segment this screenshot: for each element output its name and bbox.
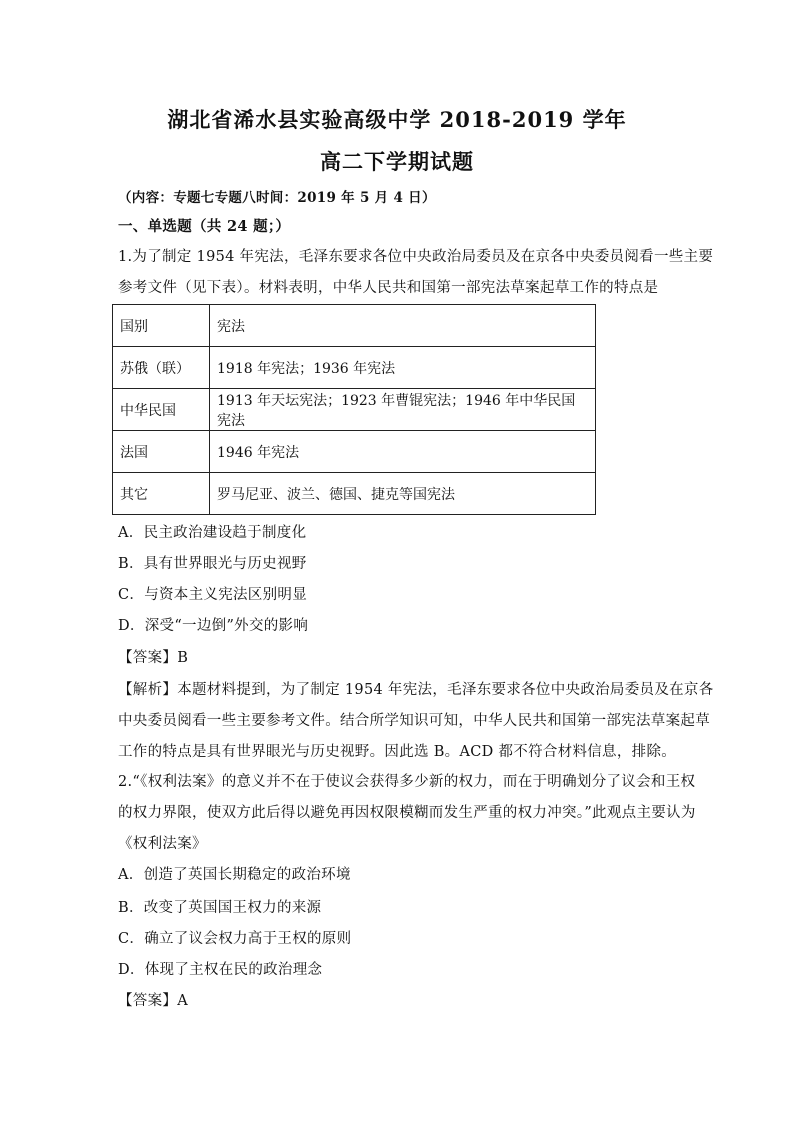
table-cell-country: 中华民国 [113, 389, 210, 431]
q2-option-b: B．改变了英国国王权力的来源 [118, 900, 322, 916]
table-cell-constitution: 罗马尼亚、波兰、德国、捷克等国宪法 [210, 473, 596, 515]
table-cell-country: 法国 [113, 431, 210, 473]
q2-option-c: C．确立了议会权力高于王权的原则 [118, 931, 352, 947]
q2-option-d: D．体现了主权在民的政治理念 [118, 962, 323, 978]
q1-option-a: A．民主政治建设趋于制度化 [118, 525, 307, 541]
table-cell-country: 苏俄（联） [113, 347, 210, 389]
exam-subtitle: 高二下学期试题 [320, 149, 474, 174]
section-heading: 一、单选题（共 24 题；） [118, 218, 291, 235]
exam-title: 湖北省浠水县实验高级中学 2018-2019 学年 [167, 107, 627, 132]
q1-analysis-line-1: 【解析】本题材料提到，为了制定 1954 年宪法，毛泽东要求各位中央政治局委员及在京各 [118, 682, 714, 698]
table-row [113, 389, 596, 431]
q2-answer: 【答案】A [118, 993, 188, 1009]
table-header-cell: 宪法 [210, 305, 596, 347]
q1-analysis-line-2: 中央委员阅看一些主要参考文件。结合所学知识可知，中华人民共和国第一部宪法草案起草 [118, 713, 710, 729]
table-cell-constitution: 1918 年宪法；1936 年宪法 [210, 347, 596, 389]
table-row [113, 473, 596, 515]
table-cell-constitution: 1946 年宪法 [210, 431, 596, 473]
q1-stem-line-1: 1.为了制定 1954 年宪法，毛泽东要求各位中央政治局委员及在京各中央委员阅看一些主要 [118, 249, 714, 265]
table-row [113, 347, 596, 389]
exam-meta: （内容：专题七专题八时间：2019 年 5 月 4 日） [118, 190, 436, 206]
q1-analysis-line-3: 工作的特点是具有世界眼光与历史视野。因此选 B。ACD 都不符合材料信息，排除。 [118, 744, 677, 760]
table-cell-country: 其它 [113, 473, 210, 515]
q1-answer: 【答案】B [118, 650, 189, 666]
table-header-cell: 国别 [113, 305, 210, 347]
q2-option-a: A．创造了英国长期稳定的政治环境 [118, 867, 351, 883]
table-cell-constitution: 1913 年天坛宪法；1923 年曹锟宪法；1946 年中华民国宪法 [210, 389, 596, 431]
table-header-row [113, 305, 596, 347]
q2-stem-line-2: 的权力界限，使双方此后得以避免再因权限模糊而发生严重的权力冲突。”此观点主要认为 [118, 805, 696, 821]
q2-stem-line-1: 2.“《权利法案》的意义并不在于使议会获得多少新的权力，而在于明确划分了议会和王权 [118, 774, 696, 790]
constitution-reference-table [112, 304, 596, 515]
q1-stem-line-2: 参考文件（见下表）。材料表明，中华人民共和国第一部宪法草案起草工作的特点是 [118, 280, 659, 296]
q2-stem-line-3: 《权利法案》 [118, 836, 207, 852]
q1-option-d: D．深受“一边倒”外交的影响 [118, 618, 309, 634]
q1-option-b: B．具有世界眼光与历史视野 [118, 556, 307, 572]
q1-option-c: C．与资本主义宪法区别明显 [118, 587, 307, 603]
table-row [113, 431, 596, 473]
